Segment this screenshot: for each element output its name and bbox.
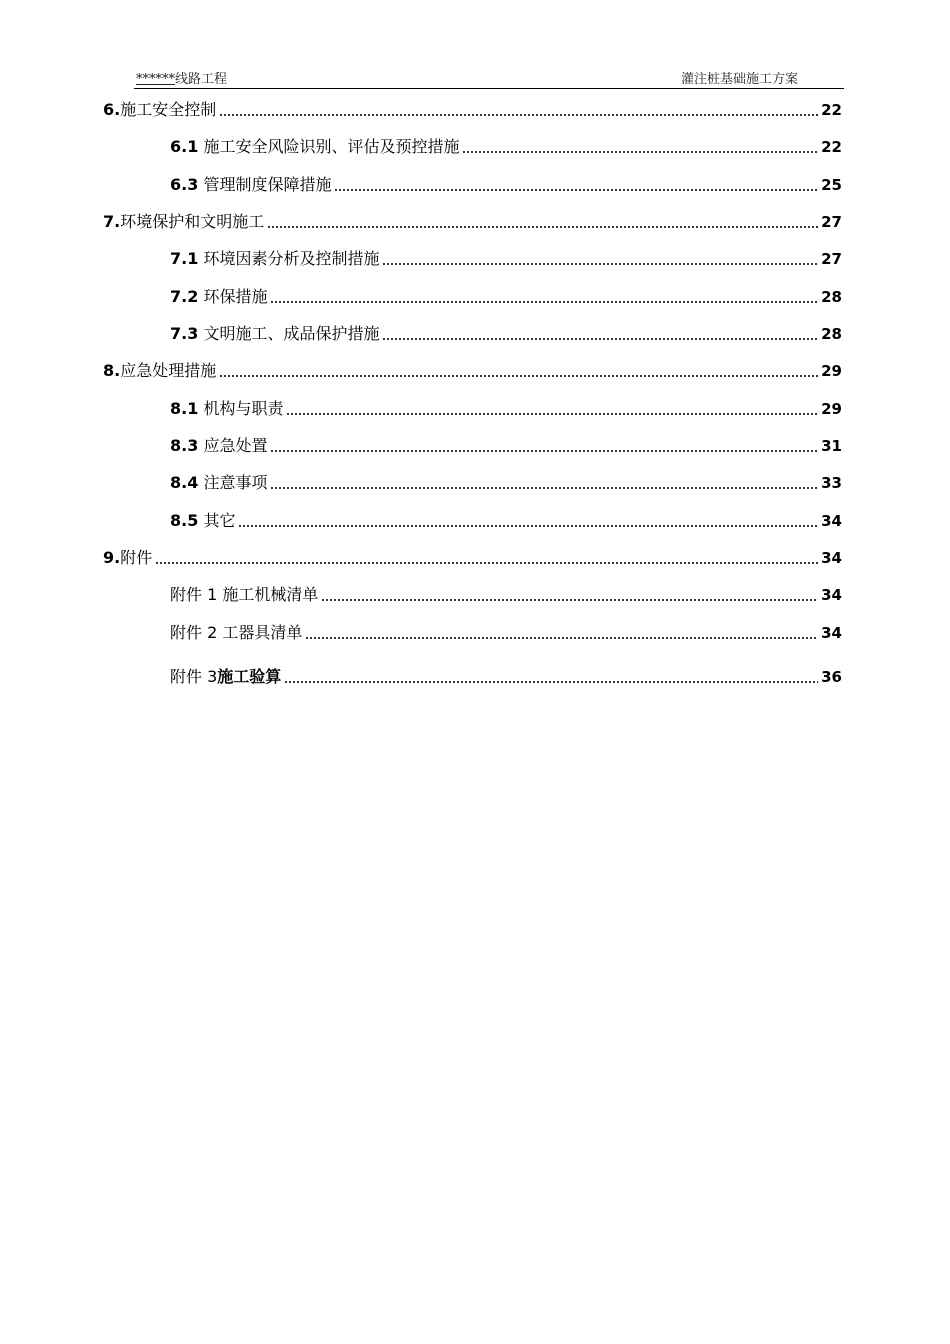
header-left-text: 线路工程: [175, 72, 228, 87]
toc-leader-dots: [238, 525, 818, 527]
toc-leader-dots: [334, 189, 818, 191]
toc-entry[interactable]: [170, 284, 842, 308]
toc-entry-page: 27: [821, 250, 842, 268]
toc-entry[interactable]: [103, 209, 842, 233]
toc-leader-dots: [270, 487, 818, 489]
toc-entry-title: 附件 3: [170, 667, 218, 686]
toc-leader-dots: [382, 338, 818, 340]
toc-entry-title: 注意事项: [203, 473, 268, 492]
toc-entry-page: 25: [821, 176, 842, 194]
toc-leader-dots: [270, 301, 818, 303]
header-project-name: [136, 68, 227, 87]
toc-entry-page: 34: [821, 549, 842, 567]
toc-entry-title: 机构与职责: [203, 399, 284, 418]
toc-entry-title: 环境保护和文明施工: [120, 212, 265, 231]
toc-leader-dots: [267, 226, 818, 228]
toc-entry-page: 34: [821, 624, 842, 642]
toc-entry[interactable]: [170, 321, 842, 345]
toc-entry[interactable]: [170, 433, 842, 457]
toc-entry-number: 8.: [103, 361, 121, 380]
toc-entry-title: 其它: [203, 511, 236, 530]
toc-leader-dots: [219, 375, 818, 377]
toc-entry-title-bold: 施工验算: [217, 667, 282, 686]
toc-entry-page: 29: [821, 362, 842, 380]
toc-entry-number: 6.1: [170, 137, 199, 156]
toc-entry-number: 7.3: [170, 324, 199, 343]
toc-leader-dots: [284, 681, 818, 683]
toc-entry-page: 33: [821, 474, 842, 492]
toc-entry[interactable]: [170, 134, 842, 158]
toc-entry-title: 应急处理措施: [120, 361, 217, 380]
toc-entry-number: 8.4: [170, 473, 199, 492]
toc-leader-dots: [305, 637, 818, 639]
toc-entry-page: 29: [821, 400, 842, 418]
toc-entry-title: 管理制度保障措施: [203, 175, 332, 194]
toc-entry-page: 22: [821, 138, 842, 156]
toc-entry-title: 施工安全风险识别、评估及预控措施: [203, 137, 460, 156]
toc-entry[interactable]: [170, 582, 842, 606]
toc-entry-page: 28: [821, 288, 842, 306]
toc-leader-dots: [462, 151, 818, 153]
toc-leader-dots: [382, 263, 818, 265]
toc-entry-title: 附件: [120, 548, 153, 567]
toc-entry-number: 8.3: [170, 436, 199, 455]
toc-leader-dots: [155, 562, 818, 564]
toc-entry-title: 附件 1 施工机械清单: [170, 585, 319, 604]
toc-entry-number: 8.1: [170, 399, 199, 418]
toc-entry-title: 施工安全控制: [120, 100, 217, 119]
toc-entry[interactable]: [170, 246, 842, 270]
header-document-title: 灌注桩基础施工方案: [680, 72, 798, 87]
toc-entry-title: 附件 2 工器具清单: [170, 623, 303, 642]
toc-entry-title: 应急处置: [203, 436, 268, 455]
toc-entry[interactable]: [103, 545, 842, 569]
toc-entry-page: 28: [821, 325, 842, 343]
toc-entry-page: 34: [821, 512, 842, 530]
toc-entry[interactable]: [170, 664, 842, 688]
toc-entry[interactable]: [170, 470, 842, 494]
toc-entry-number: 6.3: [170, 175, 199, 194]
toc-entry-number: 9.: [103, 548, 121, 567]
toc-entry-title: 环保措施: [203, 287, 268, 306]
toc-entry-title: 文明施工、成品保护措施: [203, 324, 380, 343]
toc-entry[interactable]: [170, 620, 842, 644]
toc-entry-page: 31: [821, 437, 842, 455]
header-stars: ******: [136, 72, 175, 87]
toc-entry-page: 22: [821, 101, 842, 119]
toc-entry-page: 36: [821, 668, 842, 686]
toc-entry-number: 6.: [103, 100, 121, 119]
toc-entry[interactable]: [103, 358, 842, 382]
toc-entry-page: 34: [821, 586, 842, 604]
toc-entry-page: 27: [821, 213, 842, 231]
page-header: [134, 66, 844, 89]
toc-entry-number: 7.1: [170, 249, 199, 268]
toc-entry[interactable]: [103, 97, 842, 121]
toc-entry-number: 8.5: [170, 511, 199, 530]
toc-leader-dots: [270, 450, 818, 452]
toc-leader-dots: [286, 413, 818, 415]
toc-entry-number: 7.: [103, 212, 121, 231]
toc-entry-number: 7.2: [170, 287, 199, 306]
toc-entry[interactable]: [170, 508, 842, 532]
toc-leader-dots: [219, 114, 818, 116]
toc-entry-title: 环境因素分析及控制措施: [203, 249, 380, 268]
toc-entry[interactable]: [170, 172, 842, 196]
toc-entry[interactable]: [170, 396, 842, 420]
toc-leader-dots: [321, 599, 818, 601]
